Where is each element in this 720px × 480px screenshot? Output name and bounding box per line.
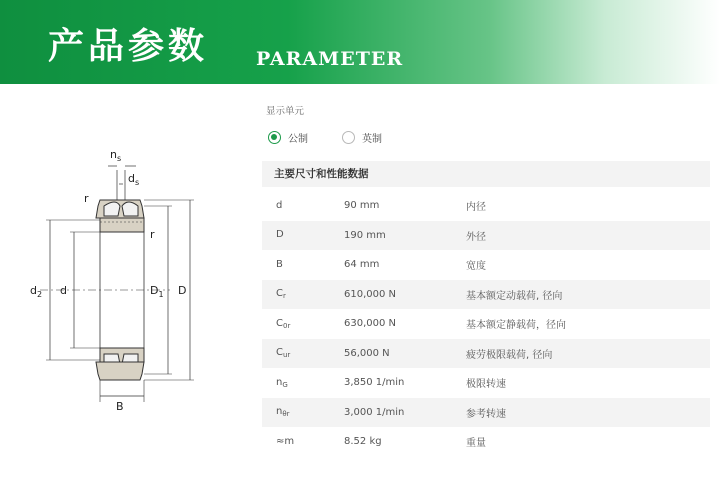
row-value: 3,850 1/min (344, 377, 405, 389)
section-title: 主要尺寸和性能数据 (262, 161, 710, 187)
row-symbol: ≈m (276, 435, 295, 447)
table-row (262, 280, 710, 310)
spec-table (262, 191, 710, 457)
unit-selector (268, 125, 710, 149)
label-B: B (116, 400, 124, 410)
radio-metric-label: 公制 (288, 133, 308, 145)
row-value: 3,000 1/min (344, 406, 405, 418)
label-r-top: r (84, 192, 89, 205)
table-row (262, 250, 710, 280)
parameter-panel (262, 105, 710, 457)
label-D: D (178, 284, 187, 297)
header-banner (0, 0, 720, 84)
row-value: 610,000 N (344, 288, 397, 300)
table-row (262, 221, 710, 251)
row-symbol: B (276, 258, 283, 270)
row-value: 8.52 kg (344, 436, 382, 448)
row-value: 630,000 N (344, 318, 397, 330)
row-description: 极限转速 (466, 379, 506, 391)
row-description: 重量 (466, 438, 486, 450)
row-symbol: $n_G$ (276, 376, 288, 389)
radio-unchecked-icon[interactable] (342, 131, 355, 144)
row-value: 190 mm (344, 229, 386, 241)
label-ns: $n_s$ (110, 148, 122, 163)
row-symbol: $C_r$ (276, 288, 286, 301)
label-d2: $d_2$ (30, 284, 43, 299)
row-value: 56,000 N (344, 347, 390, 359)
row-symbol: D (276, 229, 284, 241)
table-row (262, 191, 710, 221)
row-value: 64 mm (344, 259, 380, 271)
row-description: 参考转速 (466, 408, 506, 420)
row-symbol: $n_{\theta r}$ (276, 406, 290, 419)
row-description: 内径 (466, 202, 486, 214)
radio-checked-icon[interactable] (268, 131, 281, 144)
row-symbol: $C_{ur}$ (276, 347, 291, 360)
unit-label: 显示单元 (266, 106, 305, 117)
radio-imperial[interactable] (342, 130, 382, 145)
table-row (262, 368, 710, 398)
row-description: 疲劳极限载荷, 径向 (466, 349, 553, 361)
row-symbol: $C_{0r}$ (276, 317, 291, 330)
row-description: 基本额定动载荷, 径向 (466, 290, 563, 302)
label-ds: $d_s$ (128, 172, 140, 187)
row-description: 基本额定静载荷，径向 (466, 320, 566, 332)
banner-title-english: PARAMETER (256, 48, 404, 70)
table-row (262, 309, 710, 339)
row-value: 90 mm (344, 200, 380, 212)
table-row (262, 339, 710, 369)
label-r-right: r (150, 228, 155, 241)
table-row (262, 427, 710, 457)
bearing-drawing (20, 140, 230, 410)
radio-imperial-label: 英制 (362, 133, 382, 145)
label-d: d (60, 284, 67, 297)
radio-metric[interactable] (268, 130, 308, 145)
label-d1: $D_1$ (150, 284, 164, 299)
row-symbol: d (276, 199, 283, 211)
banner-title-chinese: 产品参数 (48, 26, 209, 67)
row-description: 外径 (466, 231, 486, 243)
row-description: 宽度 (466, 261, 486, 273)
table-row (262, 398, 710, 428)
